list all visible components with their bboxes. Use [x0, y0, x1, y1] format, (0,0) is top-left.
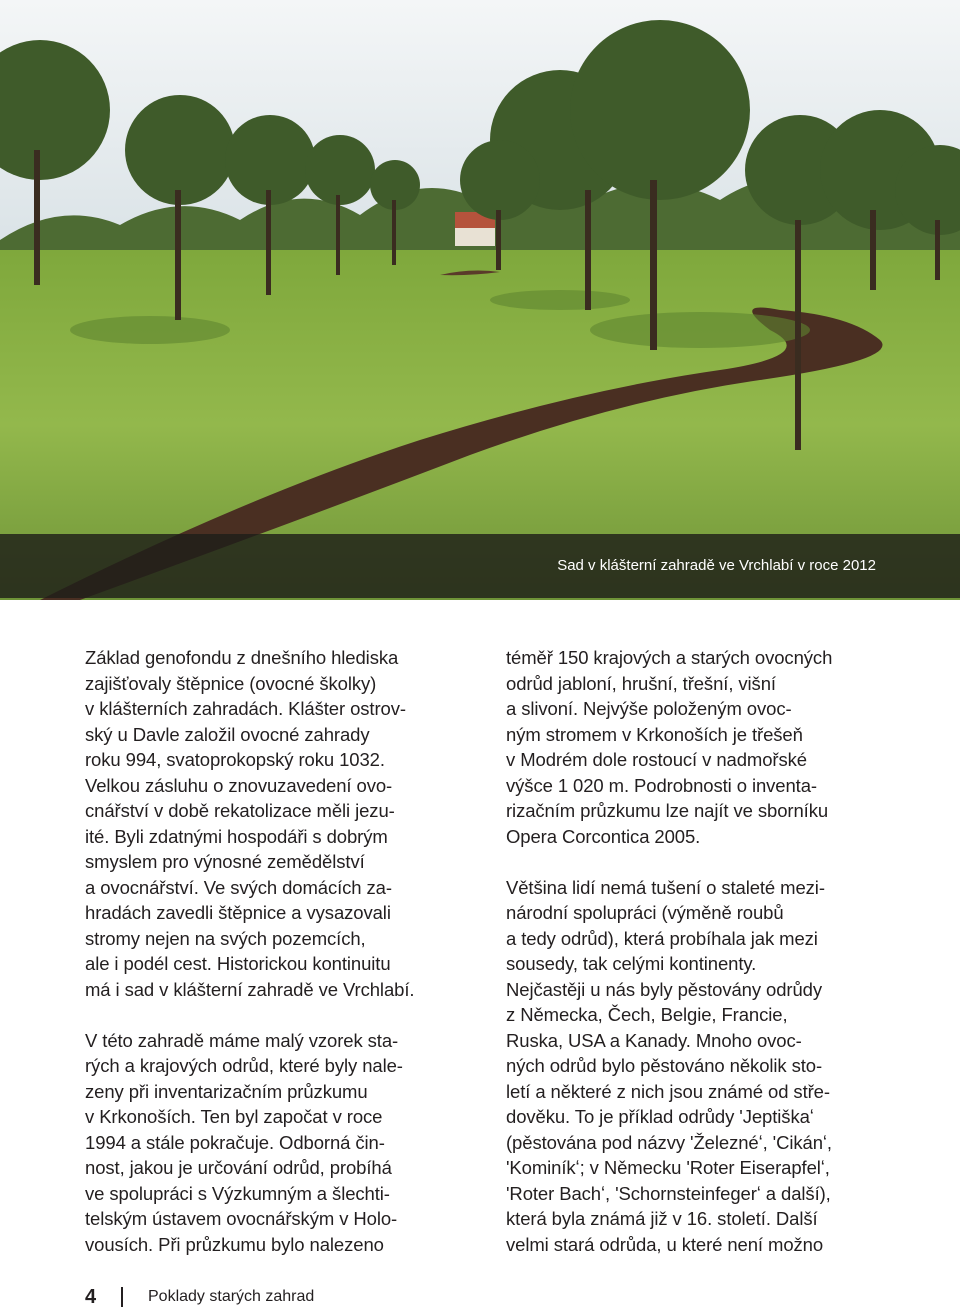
text-line: hradách zavedli štěpnice a vysazovali	[85, 902, 391, 923]
text-line: Ruska, USA a Kanady. Mnoho ovoc-	[506, 1029, 802, 1051]
text-line: ʹKominíkʻ; v Německu ʹRoter Eiserapfelʻ,	[506, 1157, 830, 1178]
paragraph	[506, 875, 886, 1258]
publication-title: Poklady starých zahrad	[148, 1288, 315, 1305]
building-wall	[455, 228, 495, 246]
text-line: z Německa, Čech, Belgie, Francie,	[506, 1004, 788, 1025]
text-line: ných odrůd bylo pěstováno několik sto-	[506, 1055, 823, 1076]
paragraph-gap	[506, 849, 886, 875]
paragraph	[506, 645, 886, 849]
text-line: Velkou zásluhu o znovuzavedení ovo-	[85, 774, 393, 796]
text-line: Opera Corcontica 2005.	[506, 825, 701, 847]
text-line: telským ústavem ovocnářským v Holo-	[85, 1208, 398, 1229]
text-line: vousích. Při průzkumu bylo nalezeno	[85, 1233, 384, 1255]
caption-bar	[0, 534, 960, 598]
orchard-illustration	[0, 0, 960, 600]
text-line: velmi stará odrůda, u které není možno	[506, 1233, 824, 1255]
text-line: a slivoní. Nejvýše položeným ovoc-	[506, 698, 792, 719]
text-line: Základ genofondu z dnešního hlediska	[85, 647, 399, 668]
text-line: Většina lidí nemá tušení o staleté mezi-	[506, 876, 825, 898]
text-line: rých a krajových odrůd, které byly nale-	[85, 1055, 403, 1076]
text-line: v Krkonoších. Ten byl započat v roce	[85, 1106, 383, 1127]
text-line: 1994 a stále pokračuje. Odborná čin-	[85, 1131, 385, 1153]
text-line: zeny při inventarizačním průzkumu	[85, 1080, 368, 1102]
text-line: cnářství v době rekatolizace měli jezu-	[85, 800, 395, 821]
text-line: smyslem pro výnosné zemědělství	[85, 851, 365, 872]
right-text-column	[506, 645, 886, 1257]
paragraph-gap	[85, 1002, 465, 1028]
text-line: (pěstována pod názvy ʹŽeleznéʻ, ʹCikánʻ,	[506, 1131, 832, 1153]
orchard-photo	[0, 0, 960, 600]
text-line: rizačním průzkumu lze najít ve sborníku	[506, 800, 829, 821]
text-line: zajišťovaly štěpnice (ovocné školky)	[85, 672, 377, 694]
text-line: ve spolupráci s Výzkumným a šlechti-	[85, 1182, 390, 1204]
page-number: 4	[85, 1285, 97, 1308]
text-line: ský u Davle založil ovocné zahrady	[85, 723, 370, 745]
text-line: stromy nejen na svých pozemcích,	[85, 927, 366, 949]
text-line: roku 994, svatoprokopský roku 1032.	[85, 749, 385, 770]
text-line: odrůd jabloní, hrušní, třešní, višní	[506, 672, 776, 694]
text-line: V této zahradě máme malý vzorek sta-	[85, 1029, 399, 1051]
paragraph	[85, 1028, 465, 1258]
text-line: letí a některé z nich jsou známé od stře-	[506, 1080, 830, 1102]
text-line: ným stromem v Krkonoších je třešeň	[506, 723, 803, 745]
text-line: má i sad v klášterní zahradě ve Vrchlabí.	[85, 978, 415, 1000]
text-line: v Modrém dole rostoucí v nadmořské	[506, 749, 807, 770]
text-line: která byla známá již v 16. století. Další	[506, 1208, 818, 1229]
text-line: výšce 1 020 m. Podrobnosti o inventa-	[506, 774, 817, 796]
text-line: národní spolupráci (výměně roubů	[506, 902, 784, 923]
text-line: ale i podél cest. Historickou kontinuitu	[85, 953, 391, 974]
text-line: a ovocnářství. Ve svých domácích za-	[85, 876, 392, 898]
left-text-column	[85, 645, 465, 1257]
photo-caption: Sad v klášterní zahradě ve Vrchlabí v roce 2012	[557, 557, 876, 574]
text-line: a tedy odrůd), která probíhala jak mezi	[506, 927, 818, 949]
text-line: Nejčastěji u nás byly pěstovány odrůdy	[506, 978, 823, 1000]
text-line: ʹRoter Bachʻ, ʹSchornsteinfegerʻ a další),	[506, 1182, 831, 1204]
text-line: téměř 150 krajových a starých ovocných	[506, 647, 833, 668]
text-line: ité. Byli zdatnými hospodáři s dobrým	[85, 825, 388, 847]
text-line: nost, jakou je určování odrůd, probíhá	[85, 1157, 392, 1178]
text-line: v klášterních zahradách. Klášter ostrov-	[85, 698, 406, 719]
footer-divider	[121, 1287, 123, 1307]
text-line: sousedy, tak celými kontinenty.	[506, 953, 757, 974]
page-footer	[85, 1284, 314, 1310]
paragraph	[85, 645, 465, 1002]
text-line: dověku. To je příklad odrůdy ʹJeptiškaʻ	[506, 1106, 814, 1127]
